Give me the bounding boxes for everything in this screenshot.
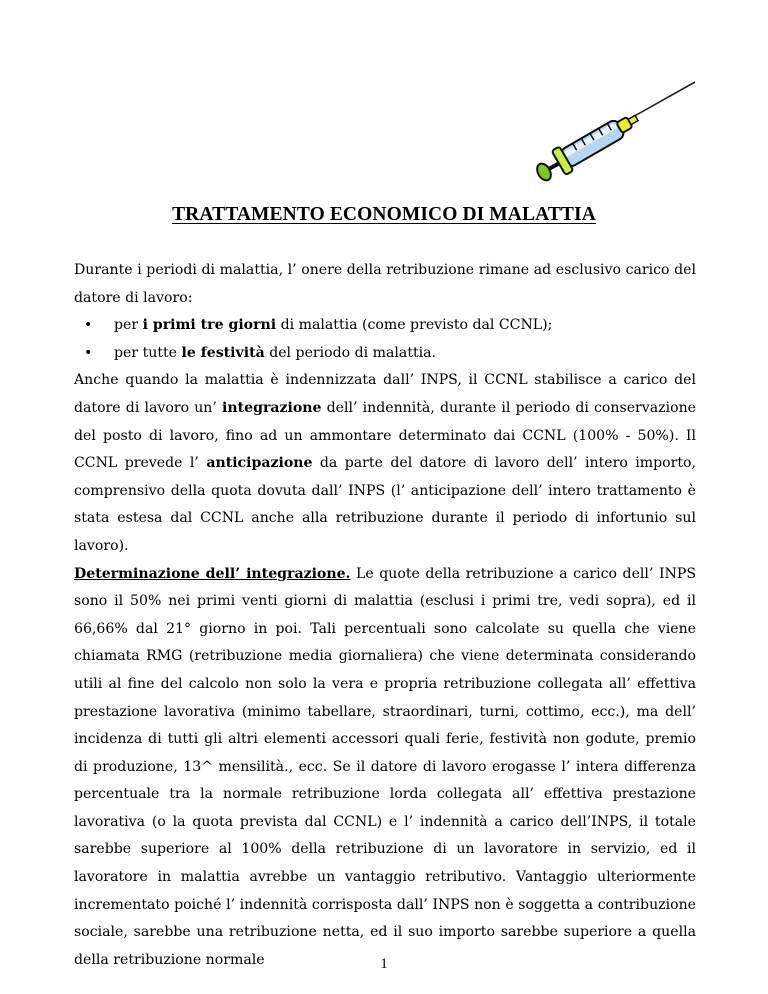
section-heading: Determinazione dell’ integrazione. xyxy=(74,565,351,582)
document-title: TRATTAMENTO ECONOMICO DI MALATTIA xyxy=(172,204,596,225)
integration-paragraph: Anche quando la malattia è indennizzata dall’ INPS, il CCNL stabilisce a carico del datore di lavoro un’ integrazione dell’ indennità, durante il periodo di conservazione del posto di lavoro, fino ad un ammontare determinato dai CCNL (100% - 50%). Il CCNL prevede l’ anticipazione da parte del datore di lavoro dell’ intero importo, comprensivo della quota dovuta dall’ INPS (l’ anticipazione dell’ intero trattamento è stata estesa dal CCNL anche alla retribuzione durante il periodo di infortunio sul lavoro). xyxy=(74,372,696,554)
document-body xyxy=(74,257,696,974)
syringe-illustration xyxy=(535,80,697,182)
list-item: • per tutte le festività del periodo di malattia. xyxy=(74,340,696,368)
determination-paragraph: Determinazione dell’ integrazione. Le quote della retribuzione a carico dell’ INPS sono il 50% nei primi venti giorni di malattia (esclusi i primi tre, vedi sopra), ed il 66,66% dal 21° giorno in poi. Tali percentuali sono calcolate su quella che viene chiamata RMG (retribuzione media giornaliera) che viene determinata considerando utili al fine del calcolo non solo la vera e propria retribuzione collegata all’ effettiva prestazione lavorativa (minimo tabellare, straordinari, turni, cottimo, ecc.), ma dell’ incidenza di tutti gli altri elementi accessori quali ferie, festività non godute, premio di produzione, 13^ mensilità., ecc. Se il datore di lavoro erogasse l’ intera differenza percentuale tra la normale retribuzione lorda collegata all’ effettiva prestazione lavorativa (o la quota prevista dal CCNL) e l’ indennità a carico dell’INPS, il totale sarebbe superiore al 100% della retribuzione di un lavoratore in servizio, ed il lavoratore in malattia avrebbe un vantaggio retributivo. Vantaggio ulteriormente incrementato poiché l’ indennità corrisposta dall’ INPS non è soggetta a contribuzione sociale, sarebbe una retribuzione netta, ed il suo importo sarebbe superiore a quella della retribuzione normale xyxy=(74,565,696,968)
intro-paragraph: Durante i periodi di malattia, l’ onere della retribuzione rimane ad esclusivo carico del datore di lavoro: xyxy=(74,262,696,306)
list-item: • per i primi tre giorni di malattia (come previsto dal CCNL); xyxy=(74,312,696,340)
syringe-needle xyxy=(631,82,695,118)
bullet-list xyxy=(74,312,696,367)
page-number: 1 xyxy=(380,956,388,972)
